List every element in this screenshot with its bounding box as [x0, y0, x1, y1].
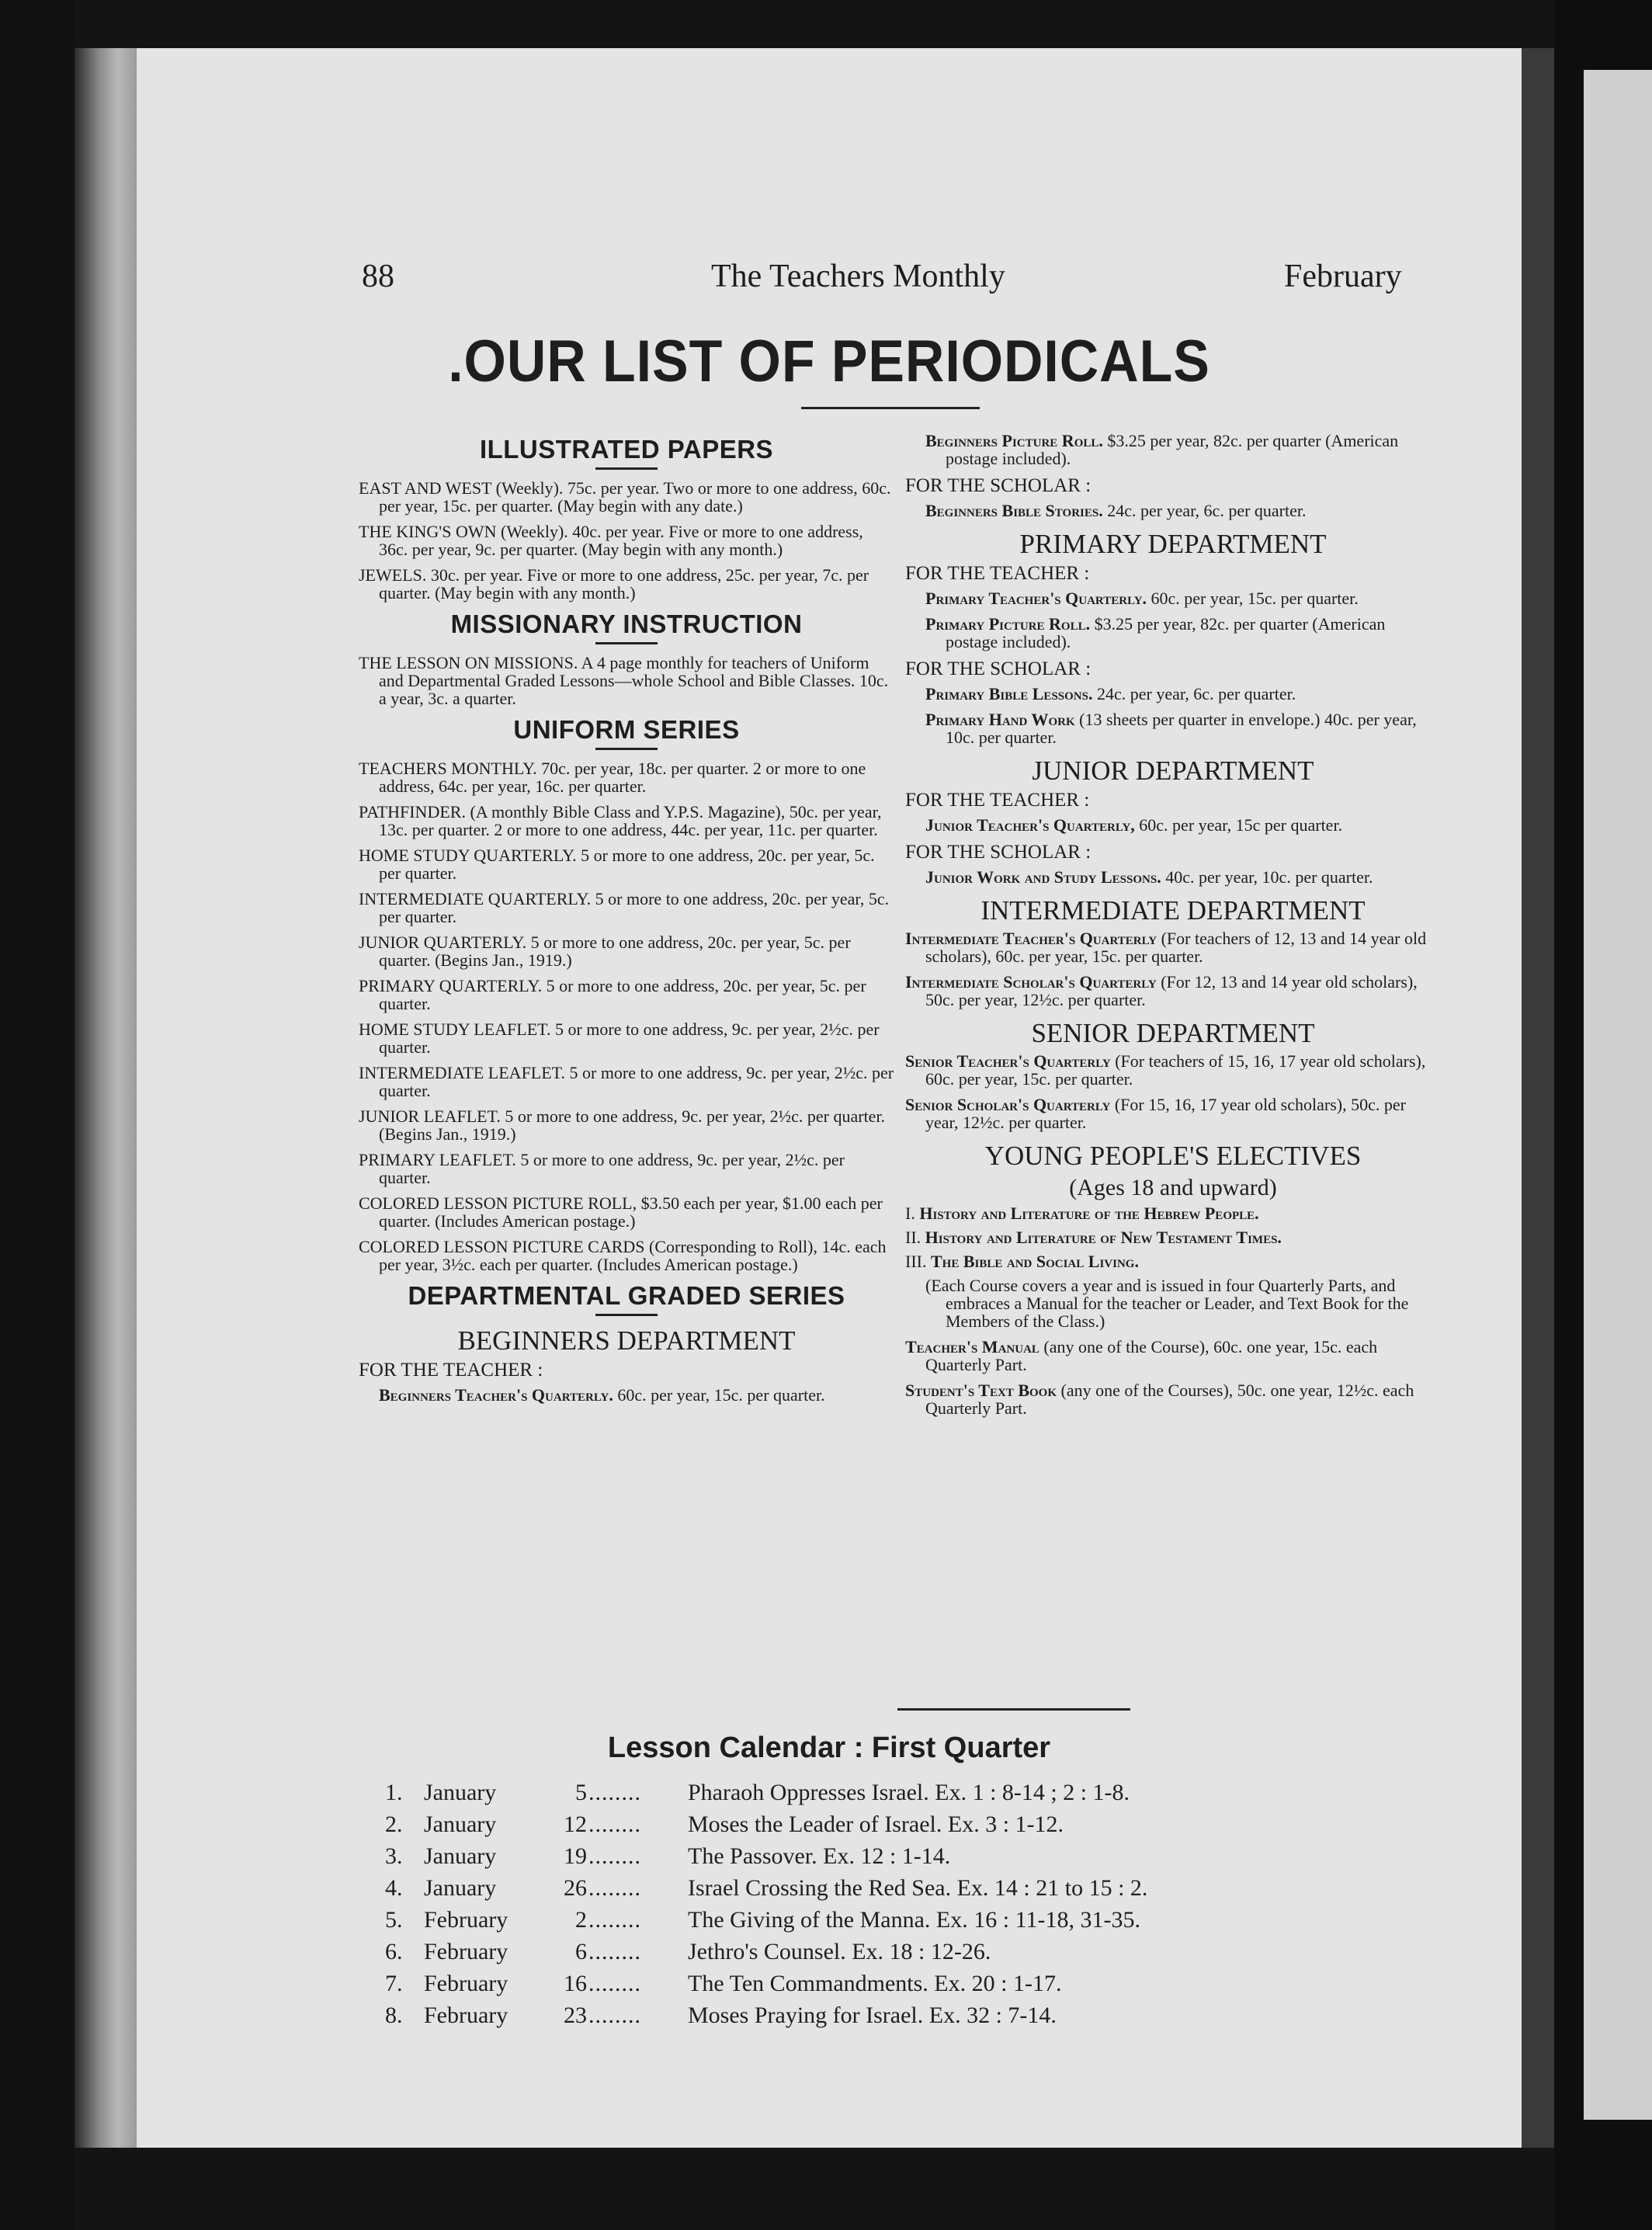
- right-column: [905, 427, 1441, 1425]
- list-item: [925, 589, 1441, 607]
- row-day: 23: [564, 2002, 587, 2028]
- list-item: [925, 868, 1441, 886]
- next-page-edge: [1584, 70, 1652, 2120]
- list-item: EAST AND WEST (Weekly). 75c. per year. Two or more to one address, 60c. per year, 15c. per quarter. (May begin with any date.): [359, 478, 891, 516]
- subsection-subheading: (Ages 18 and upward): [1069, 1175, 1277, 1200]
- row-lesson: The Ten Commandments. Ex. 20 : 1-17.: [688, 1971, 1062, 1996]
- subsection-heading: JUNIOR DEPARTMENT: [1032, 755, 1314, 786]
- list-item: [925, 816, 1441, 834]
- row-month: February: [424, 1939, 508, 1964]
- item-name: Beginners Bible Stories.: [925, 501, 1103, 520]
- row-day: 2: [575, 1907, 587, 1933]
- running-title: The Teachers Monthly: [711, 259, 1005, 294]
- row-month: February: [424, 1907, 508, 1933]
- row-lesson: The Passover. Ex. 12 : 1-14.: [688, 1843, 951, 1869]
- calendar-row: [385, 1777, 1394, 1808]
- calendar-row: [385, 1904, 1394, 1936]
- item-name: Primary Bible Lessons.: [925, 684, 1093, 703]
- row-day: 16: [564, 1971, 587, 1996]
- row-leader-dots: ........: [588, 1971, 641, 1996]
- item-details: $3.25 per year, 82c. per quarter (American postage included).: [946, 431, 1399, 468]
- item-name: Beginners Teacher's Quarterly.: [379, 1385, 613, 1405]
- calendar-row: [385, 1840, 1394, 1872]
- list-item: [905, 1096, 1441, 1131]
- item-details: (For teachers of 12, 13 and 14 year old scholars), 60c. per year, 15c. per quarter.: [925, 929, 1427, 966]
- page-edge-shadow: [1522, 48, 1554, 2148]
- row-lesson: Moses the Leader of Israel. Ex. 3 : 1-12.: [688, 1811, 1064, 1837]
- row-month: January: [424, 1843, 497, 1869]
- item-details: (For 12, 13 and 14 year old scholars), 50c. per year, 12½c. per quarter.: [925, 972, 1418, 1009]
- row-number: 2.: [385, 1811, 403, 1837]
- list-item: INTERMEDIATE LEAFLET. 5 or more to one address, 9c. per year, 2½c. per quarter.: [359, 1063, 894, 1100]
- list-item: [905, 1228, 1441, 1246]
- item-details: (any one of the Course), 60c. one year, 15c. each Quarterly Part.: [925, 1337, 1378, 1374]
- item-details: 60c. per year, 15c. per quarter.: [1147, 589, 1359, 608]
- row-number: 4.: [385, 1875, 403, 1901]
- item-name: Junior Teacher's Quarterly,: [925, 815, 1135, 835]
- item-details: 60c. per year, 15c per quarter.: [1134, 815, 1343, 835]
- row-day: 26: [564, 1875, 587, 1901]
- row-leader-dots: ........: [588, 1843, 641, 1869]
- row-number: 5.: [385, 1907, 403, 1933]
- calendar-row: [385, 1968, 1394, 1999]
- roman-numeral: I.: [905, 1204, 915, 1223]
- row-lesson: The Giving of the Manna. Ex. 16 : 11-18, 31-35.: [688, 1907, 1140, 1933]
- calendar-row: [385, 1808, 1394, 1840]
- list-item: JUNIOR LEAFLET. 5 or more to one address, 9c. per year, 2½c. per quarter. (Begins Jan., 1919.): [359, 1106, 886, 1144]
- section-heading: UNIFORM SERIES: [513, 715, 740, 744]
- list-item: PATHFINDER. (A monthly Bible Class and Y.P.S. Magazine), 50c. per year, 13c. per quarter. 2 or more to one address, 44c. per year, 11c. per quarter.: [359, 802, 882, 839]
- subsection-heading: BEGINNERS DEPARTMENT: [457, 1325, 796, 1356]
- list-item: TEACHERS MONTHLY. 70c. per year, 18c. per quarter. 2 or more to one address, 64c. per year, 16c. per quarter.: [359, 759, 866, 796]
- subsection-heading: PRIMARY DEPARTMENT: [1019, 529, 1327, 559]
- list-item: JUNIOR QUARTERLY. 5 or more to one address, 20c. per year, 5c. per quarter. (Begins Jan., 1919.): [359, 933, 851, 970]
- item-details: (any one of the Courses), 50c. one year, 12½c. each Quarterly Part.: [925, 1381, 1414, 1418]
- calendar-title: Lesson Calendar : First Quarter: [607, 1732, 1051, 1764]
- item-details: $3.25 per year, 82c. per quarter (American postage included).: [946, 614, 1386, 651]
- list-item: [925, 710, 1441, 746]
- audience-label: FOR THE SCHOLAR :: [905, 475, 1092, 496]
- row-number: 7.: [385, 1971, 403, 1996]
- audience-label: FOR THE SCHOLAR :: [905, 842, 1092, 863]
- row-day: 12: [564, 1811, 587, 1837]
- left-column: [359, 427, 894, 1412]
- item-details: (For teachers of 15, 16, 17 year old scholars), 60c. per year, 15c. per quarter.: [925, 1051, 1426, 1089]
- item-details: (13 sheets per quarter in envelope.) 40c. per year, 10c. per quarter.: [946, 710, 1417, 747]
- item-details: 24c. per year, 6c. per quarter.: [1102, 501, 1307, 520]
- calendar-row: [385, 1999, 1394, 2031]
- item-name: Senior Teacher's Quarterly: [905, 1051, 1111, 1071]
- row-lesson: Pharaoh Oppresses Israel. Ex. 1 : 8-14 ; 2 : 1-8.: [688, 1780, 1130, 1805]
- subsection-heading: INTERMEDIATE DEPARTMENT: [980, 895, 1366, 926]
- row-leader-dots: ........: [588, 1780, 641, 1805]
- list-item: [905, 1338, 1441, 1374]
- item-name: Teacher's Manual: [905, 1337, 1039, 1356]
- row-leader-dots: ........: [588, 1811, 641, 1837]
- item-details: 60c. per year, 15c. per quarter.: [613, 1385, 825, 1405]
- row-number: 8.: [385, 2002, 403, 2028]
- list-item: [925, 685, 1441, 703]
- list-item: THE LESSON ON MISSIONS. A 4 page monthly for teachers of Uniform and Departmental Graded Lessons—whole School and Bible Classes. 10c. a year, 3c. a quarter.: [359, 653, 889, 708]
- item-name: Primary Hand Work: [925, 710, 1075, 729]
- row-day: 5: [575, 1780, 587, 1805]
- item-name: Senior Scholar's Quarterly: [905, 1095, 1111, 1114]
- list-item: INTERMEDIATE QUARTERLY. 5 or more to one address, 20c. per year, 5c. per quarter.: [359, 889, 890, 926]
- row-lesson: Moses Praying for Israel. Ex. 32 : 7-14.: [688, 2002, 1057, 2028]
- subsection-heading: SENIOR DEPARTMENT: [1031, 1018, 1315, 1048]
- list-item: THE KING'S OWN (Weekly). 40c. per year. Five or more to one address, 36c. per year, 9c. per quarter. (May begin with any month.): [359, 522, 863, 559]
- row-lesson: Jethro's Counsel. Ex. 18 : 12-26.: [688, 1939, 991, 1964]
- calendar-row: [385, 1936, 1394, 1968]
- row-lesson: Israel Crossing the Red Sea. Ex. 14 : 21 to 15 : 2.: [688, 1875, 1148, 1901]
- list-item: HOME STUDY QUARTERLY. 5 or more to one address, 20c. per year, 5c. per quarter.: [359, 846, 875, 883]
- list-item: HOME STUDY LEAFLET. 5 or more to one address, 9c. per year, 2½c. per quarter.: [359, 1019, 880, 1057]
- row-day: 6: [575, 1939, 587, 1964]
- list-item: PRIMARY QUARTERLY. 5 or more to one address, 20c. per year, 5c. per quarter.: [359, 976, 866, 1013]
- section-rule: [595, 467, 658, 470]
- audience-label: FOR THE TEACHER :: [905, 790, 1090, 811]
- note-text: (Each Course covers a year and is issued in four Quarterly Parts, and embraces a Manual for the teacher or Leader, and Text Book for the Members of the Class.): [925, 1276, 1409, 1331]
- row-month: January: [424, 1811, 497, 1837]
- row-leader-dots: ........: [588, 1907, 641, 1933]
- roman-numeral: II.: [905, 1228, 921, 1247]
- item-name: Primary Picture Roll.: [925, 614, 1091, 634]
- list-item: [905, 1252, 1441, 1270]
- item-name: Beginners Picture Roll.: [925, 431, 1103, 450]
- section-rule: [595, 1314, 658, 1316]
- item-name: Primary Teacher's Quarterly.: [925, 589, 1147, 608]
- item-details: 24c. per year, 6c. per quarter.: [1092, 684, 1296, 703]
- calendar-row: [385, 1872, 1394, 1904]
- page-number: 88: [362, 259, 394, 294]
- book-spine: [75, 48, 137, 2148]
- audience-label: FOR THE TEACHER :: [359, 1360, 543, 1381]
- title-rule: [801, 407, 980, 409]
- row-number: 3.: [385, 1843, 403, 1869]
- book-page: [137, 48, 1522, 2148]
- list-item: [379, 1386, 894, 1404]
- row-leader-dots: ........: [588, 1875, 641, 1901]
- item-name: The Bible and Social Living.: [930, 1252, 1139, 1271]
- scanner-border-left: [0, 0, 75, 2230]
- list-item: [905, 973, 1441, 1009]
- subsection-heading: YOUNG PEOPLE'S ELECTIVES: [984, 1141, 1362, 1171]
- section-rule: [595, 642, 658, 644]
- list-item: PRIMARY LEAFLET. 5 or more to one address, 9c. per year, 2½c. per quarter.: [359, 1150, 845, 1187]
- section-heading: DEPARTMENTAL GRADED SERIES: [408, 1281, 845, 1310]
- list-item: [905, 1381, 1441, 1417]
- audience-label: FOR THE SCHOLAR :: [905, 658, 1092, 679]
- list-item: [905, 929, 1441, 965]
- list-item: [905, 1052, 1441, 1088]
- row-number: 6.: [385, 1939, 403, 1964]
- row-day: 19: [564, 1843, 587, 1869]
- scanner-border-bottom: [75, 2148, 1554, 2230]
- row-month: January: [424, 1875, 497, 1901]
- section-heading: ILLUSTRATED PAPERS: [479, 435, 774, 464]
- list-item: COLORED LESSON PICTURE CARDS (Corresponding to Roll), 14c. each per year, 3½c. each per quarter. (Includes American postage.): [359, 1237, 887, 1274]
- item-name: History and Literature of New Testament Times.: [925, 1228, 1282, 1247]
- item-name: History and Literature of the Hebrew People.: [919, 1204, 1259, 1223]
- item-name: Intermediate Scholar's Quarterly: [905, 972, 1157, 992]
- row-month: February: [424, 2002, 508, 2028]
- row-month: January: [424, 1780, 497, 1805]
- list-item: JEWELS. 30c. per year. Five or more to one address, 25c. per year, 7c. per quarter. (May begin with any month.): [359, 565, 869, 603]
- section-heading: MISSIONARY INSTRUCTION: [450, 610, 803, 638]
- item-name: Student's Text Book: [905, 1381, 1057, 1400]
- page-title: .OUR LIST OF PERIODICALS: [448, 328, 1210, 394]
- calendar-rule: [897, 1708, 1130, 1711]
- running-month: February: [1284, 259, 1402, 294]
- list-item: [925, 432, 1441, 467]
- item-details: 40c. per year, 10c. per quarter.: [1161, 867, 1373, 887]
- scanner-border-top: [75, 0, 1554, 48]
- item-name: Junior Work and Study Lessons.: [925, 867, 1161, 887]
- list-item: [925, 502, 1441, 519]
- roman-numeral: III.: [905, 1252, 927, 1271]
- row-leader-dots: ........: [588, 1939, 641, 1964]
- lesson-calendar: [385, 1777, 1394, 2031]
- item-details: (For 15, 16, 17 year old scholars), 50c. per year, 12½c. per quarter.: [925, 1095, 1406, 1132]
- list-item: [905, 1204, 1441, 1222]
- row-number: 1.: [385, 1780, 403, 1805]
- item-name: Intermediate Teacher's Quarterly: [905, 929, 1157, 948]
- list-item: [925, 615, 1441, 651]
- section-rule: [595, 748, 658, 750]
- audience-label: FOR THE TEACHER :: [905, 563, 1090, 584]
- row-leader-dots: ........: [588, 2002, 641, 2028]
- row-month: February: [424, 1971, 508, 1996]
- list-item: COLORED LESSON PICTURE ROLL, $3.50 each per year, $1.00 each per quarter. (Includes American postage.): [359, 1193, 883, 1231]
